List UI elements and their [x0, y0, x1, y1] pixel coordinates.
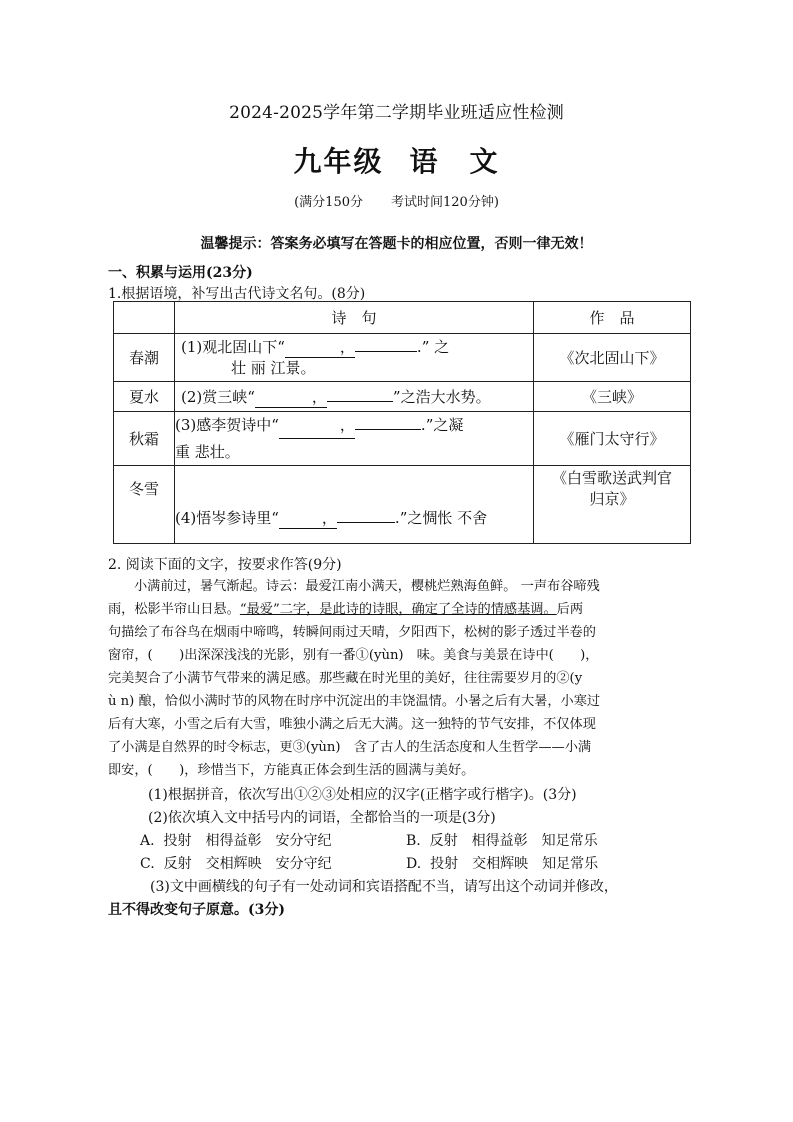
option-text: 投射 交相辉映 知足常乐: [430, 856, 599, 872]
question-2-prompt: 2. 阅读下面的文字，按要求作答(9分): [108, 557, 342, 573]
subject-label: 语 文: [409, 145, 500, 178]
row-work: 《雁门太守行》: [534, 412, 691, 466]
answer-blank[interactable]: [355, 429, 421, 430]
poem-text: ”之浩大水势。: [392, 387, 491, 406]
table-row: [114, 466, 691, 544]
grade-label: 九年级: [293, 145, 384, 178]
table-row: [114, 334, 691, 382]
option-label: C.: [140, 856, 155, 872]
col-work-header: 作 品: [534, 302, 691, 334]
option-d[interactable]: [406, 856, 598, 872]
exam-subtitle: 2024-2025学年第二学期毕业班适应性检测: [229, 103, 564, 123]
poem-text: .” 之: [416, 338, 450, 356]
poem-text: 壮 丽 江景。: [231, 359, 316, 377]
passage-line: 了小满是自然界的时令标志，更③(yùn) 含了古人的生活态度和人生哲学——小满: [108, 740, 592, 755]
option-text: 投射 相得益彰 安分守纪: [163, 833, 332, 849]
row-season: 冬雪: [114, 466, 175, 544]
sub-question-1: (1)根据拼音，依次写出①②③处相应的汉字(正楷字或行楷字)。(3分): [148, 787, 577, 803]
warm-tip: 温馨提示：答案务必填写在答题卡的相应位置，否则一律无效！: [200, 236, 593, 252]
answer-blank[interactable]: [355, 351, 417, 352]
answer-blank[interactable]: [337, 522, 395, 523]
option-label: B.: [406, 833, 421, 849]
exam-title: [0, 140, 793, 180]
table-header-row: [114, 302, 691, 334]
answer-blank[interactable]: ，: [285, 337, 355, 358]
passage-text: 后两: [556, 602, 584, 617]
exam-time: 考试时间120分钟): [391, 195, 499, 210]
passage-line: 完美契合了小满节气带来的满足感。那些藏在时光里的美好，往往需要岁月的②(y: [108, 671, 583, 686]
reading-passage: [108, 575, 684, 922]
poem-text: .”之凝: [420, 416, 464, 434]
poem-text: (4)悟岑参诗里“: [175, 508, 279, 527]
row-poem-cell: [175, 466, 534, 544]
table-row: [114, 412, 691, 466]
full-score: (满分150分: [294, 195, 363, 210]
passage-text: 雨，松影半帘山日悬。: [108, 602, 240, 617]
poem-text: (2)赏三峡“: [181, 387, 255, 406]
option-a[interactable]: [140, 830, 406, 853]
passage-line: 窗帘，( )出深深浅浅的光影，别有一番①(yùn) 味。美食与美景在诗中( )，: [108, 648, 599, 663]
row-season: 夏水: [114, 382, 175, 412]
answer-blank[interactable]: ，: [279, 507, 337, 529]
passage-line: ù n) 酿，恰似小满时节的风物在时序中沉淀出的丰饶温情。小暑之后有大暑，小寒过: [108, 694, 601, 709]
row-work: [534, 466, 691, 544]
row-work: 《三峡》: [534, 382, 691, 412]
row-poem-cell: [175, 412, 534, 466]
option-text: 反射 相得益彰 知足常乐: [429, 833, 598, 849]
table-header-blank: [114, 302, 175, 334]
option-label: A.: [140, 833, 155, 849]
poem-table: [113, 301, 691, 544]
question-1-prompt: 1.根据语境，补写出古代诗文名句。(8分): [108, 286, 366, 302]
passage-line: 后有大寒，小雪之后有大雪，唯独小满之后无大满。这一独特的节气安排，不仅体现: [108, 717, 596, 732]
passage-line: [108, 598, 684, 621]
options-row: [108, 853, 684, 876]
section-1-heading: 一、积累与运用(23分): [108, 265, 253, 281]
row-season: 秋霜: [114, 412, 175, 466]
answer-blank[interactable]: ，: [279, 412, 355, 439]
passage-line: 即安，( )，珍惜当下，方能真正体会到生活的圆满与美好。: [108, 763, 475, 778]
row-work: 《次北固山下》: [534, 334, 691, 382]
poem-text: (1)观北固山下“: [181, 338, 285, 356]
poem-text: (3)感李贺诗中“: [175, 416, 279, 434]
row-poem-cell: [175, 334, 534, 382]
answer-blank[interactable]: [327, 401, 393, 402]
work-title-line: 归京》: [589, 490, 635, 508]
sub-question-3-cont: 且不得改变句子原意。(3分): [108, 902, 285, 918]
option-text: 反射 交相辉映 安分守纪: [163, 856, 332, 872]
poem-text: .”之惆怅 不舍: [394, 508, 488, 527]
underlined-sentence: “最爱”二字，是此诗的诗眼，确定了全诗的情感基调。: [239, 602, 557, 617]
col-poem-header: 诗 句: [175, 302, 534, 334]
work-title-line: 《白雪歌送武判官: [551, 469, 672, 487]
option-label: D.: [406, 856, 422, 872]
passage-line: 小满前过，暑气渐起。诗云：最爱江南小满天，樱桃烂熟海鱼鲜。 一声布谷啼残: [134, 579, 600, 594]
passage-line: 句描绘了布谷鸟在烟雨中啼鸣，转瞬间雨过天晴，夕阳西下，松树的影子透过半卷的: [108, 625, 596, 640]
option-c[interactable]: [140, 853, 406, 876]
options-row: [108, 830, 684, 853]
poem-text: 重 悲壮。: [175, 443, 240, 461]
row-poem-cell: [175, 382, 534, 412]
answer-blank[interactable]: ，: [255, 386, 327, 408]
table-row: [114, 382, 691, 412]
row-season: 春潮: [114, 334, 175, 382]
sub-question-2: (2)依次填入文中括号内的词语，全都恰当的一项是(3分): [148, 810, 496, 826]
option-b[interactable]: [406, 833, 598, 849]
sub-question-3: (3)文中画横线的句子有一处动词和宾语搭配不当，请写出这个动词并修改，: [150, 879, 618, 895]
exam-meta: [0, 191, 793, 210]
